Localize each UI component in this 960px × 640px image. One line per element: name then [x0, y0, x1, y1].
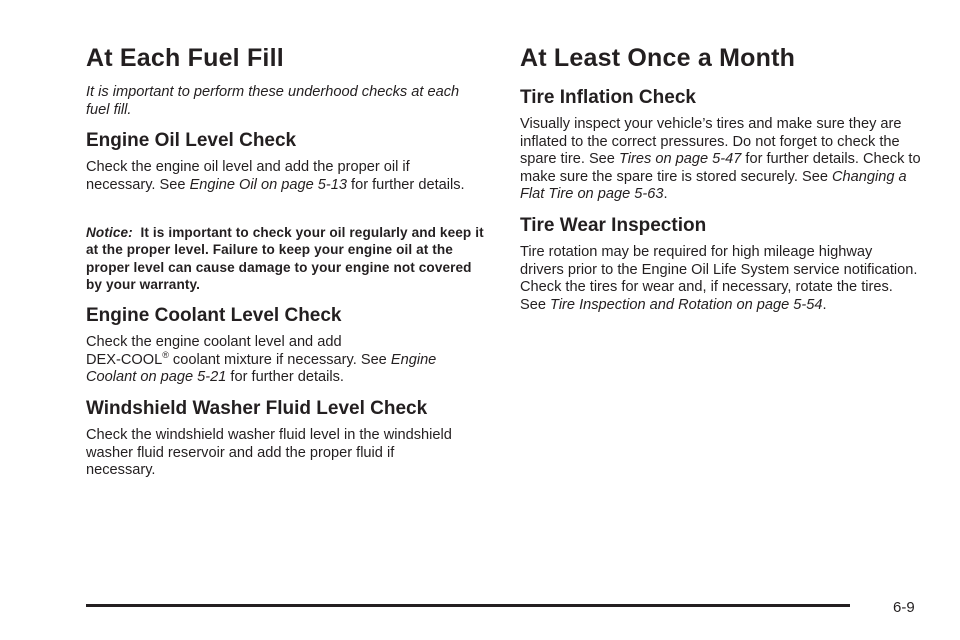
heading-tire-inflation: Tire Inflation Check: [520, 87, 696, 108]
section-title-fuel-fill: At Each Fuel Fill: [86, 44, 284, 72]
engine-coolant-link[interactable]: Engine Coolant on page 5-21: [86, 351, 437, 385]
notice-paragraph: [86, 224, 486, 294]
footer-rule: [86, 604, 850, 607]
heading-washer-fluid: Windshield Washer Fluid Level Check: [86, 398, 428, 419]
heading-engine-coolant: Engine Coolant Level Check: [86, 305, 342, 326]
heading-tire-wear: Tire Wear Inspection: [520, 215, 707, 236]
section-title-monthly: At Least Once a Month: [520, 44, 796, 72]
intro-text: It is important to perform these underhood checks at each fuel fill.: [86, 84, 460, 118]
page-number: 6-9: [893, 599, 915, 616]
notice-text: It is important to check your oil regularly and keep it at the proper level. Failure to keep your engine oil at the proper level can cause damage to your engine not covered by your warranty.: [86, 225, 484, 293]
tire-wear-paragraph: Tire rotation may be required for high mileage highway drivers prior to the Engine Oil Life System service notification. Check the tires for wear and, if necessary, rotate the tires. See Tire Inspection and Rotation on page 5-54.: [520, 244, 918, 313]
tire-rotation-link[interactable]: Tire Inspection and Rotation on page 5-54: [550, 296, 823, 313]
heading-engine-oil: Engine Oil Level Check: [86, 130, 297, 151]
tires-link[interactable]: Tires on page 5-47: [618, 151, 742, 167]
engine-coolant-paragraph: Check the engine coolant level and add DEX-COOL® coolant mixture if necessary. See Engine Coolant on page 5-21 for further details.: [86, 334, 437, 385]
notice-label: Notice:: [86, 225, 133, 240]
dex-cool-label: DEX-COOL: [86, 351, 163, 368]
engine-oil-paragraph: Check the engine oil level and add the proper oil if necessary. See Engine Oil on page 5-13 for further details.: [86, 159, 465, 193]
flat-tire-link[interactable]: Changing a Flat Tire on page 5-63: [520, 168, 907, 202]
registered-mark: ®: [162, 349, 169, 360]
tire-inflation-paragraph: Visually inspect your vehicle’s tires and make sure they are inflated to the correct pressures. Do not forget to check the spare tire. See Tires on page 5-47 for further details. Check to make sure the spare tire is stored securely. See Changing a Flat Tire on page 5-63.: [520, 116, 921, 202]
washer-fluid-paragraph: Check the windshield washer fluid level in the windshield washer fluid reservoir and add the proper fluid if necessary.: [86, 427, 452, 478]
engine-oil-link[interactable]: Engine Oil on page 5-13: [189, 176, 347, 193]
